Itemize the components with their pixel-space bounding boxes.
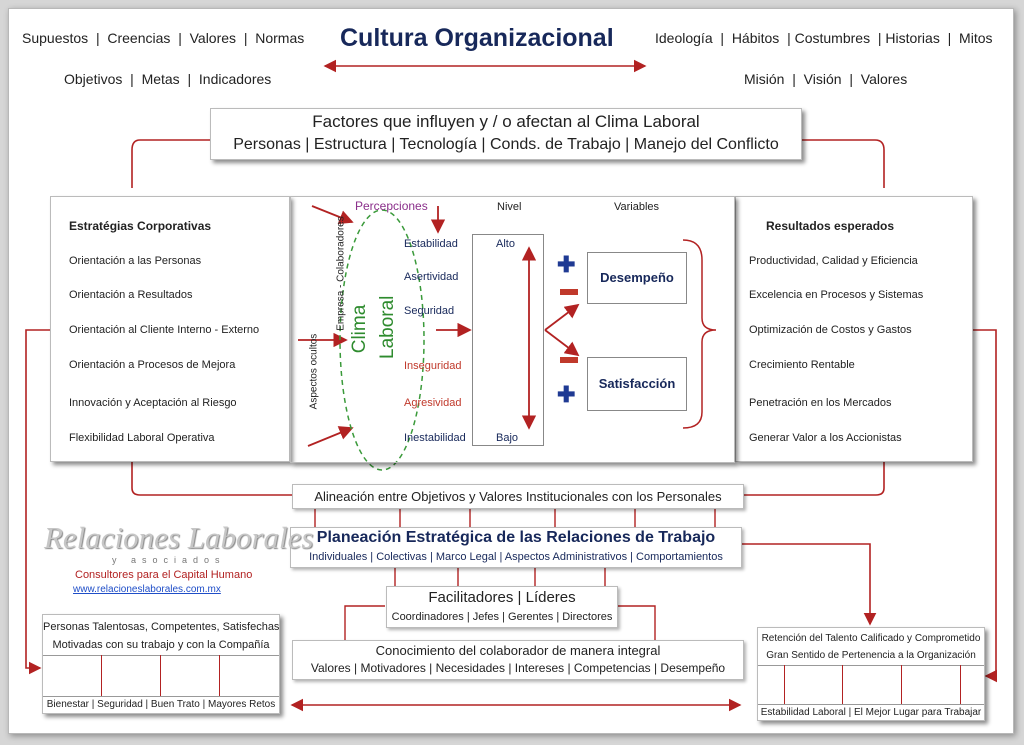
supuestos-label: Supuestos (22, 30, 89, 46)
factores-title: Factores que influyen y / o afectan al Clima Laboral (312, 112, 700, 131)
retencion-box (757, 627, 985, 721)
historias-label: Historias (885, 30, 940, 46)
inestabilidad-label: Inestabilidad (404, 432, 466, 444)
nivel-scale-box (472, 234, 544, 446)
separator: | (720, 30, 725, 46)
factores-box (210, 108, 802, 160)
separator: | (787, 30, 791, 46)
estrategias-box (50, 196, 290, 462)
resultado-item: Crecimiento Rentable (749, 359, 855, 371)
plus-icon: ✚ (557, 382, 576, 407)
minus-icon (560, 357, 578, 363)
nivel-label: Nivel (497, 201, 522, 213)
divider (758, 665, 984, 666)
alineacion-box (292, 484, 744, 509)
desempeno-label: Desempeño (600, 270, 674, 285)
indicadores-label: Indicadores (198, 71, 272, 87)
page-title: Cultura Organizacional (340, 24, 614, 52)
logo-tagline: Consultores para el Capital Humano (75, 569, 253, 581)
top-left-row1 (22, 30, 304, 46)
logo-name: Relaciones Laborales (44, 520, 314, 555)
resultado-item: Excelencia en Procesos y Sistemas (749, 289, 924, 301)
retencion-line2: Gran Sentido de Pertenencia a la Organización (766, 650, 976, 661)
costumbres-label: Costumbres (794, 30, 871, 46)
bajo-label: Bajo (496, 432, 519, 444)
normas-label: Normas (255, 30, 305, 46)
conocimiento-items: Valores | Motivadores | Necesidades | Intereses | Competencias | Desempeño (310, 661, 726, 675)
seguridad-label: Seguridad (404, 305, 455, 317)
satisfaccion-box (587, 357, 687, 411)
divider (758, 704, 984, 705)
personas-line1: Personas Talentosas, Competentes, Satisfechas (43, 621, 280, 633)
planeacion-title: Planeación Estratégica de las Relaciones de Trabajo (316, 529, 716, 546)
alto-label: Alto (496, 238, 515, 250)
separator: | (792, 71, 796, 87)
divider (101, 655, 102, 696)
desempeno-box (587, 252, 687, 304)
separator: | (849, 71, 853, 87)
estabilidad-label: Estabilidad (404, 238, 458, 250)
satisfaccion-label: Satisfacción (598, 376, 676, 391)
resultado-item: Optimización de Costos y Gastos (749, 324, 912, 336)
resultado-item: Generar Valor a los Accionistas (749, 432, 902, 444)
separator: | (130, 71, 134, 87)
valores-label: Valores (189, 30, 237, 46)
divider (160, 655, 161, 696)
top-right-row1 (655, 30, 993, 46)
estrategia-item: Flexibilidad Laboral Operativa (69, 432, 215, 444)
divider (219, 655, 220, 696)
variables-label: Variables (614, 201, 660, 213)
aspectos-ocultos-label: Aspectos ocultos (308, 333, 320, 410)
personas-line2: Motivadas con su trabajo y con la Compañía (52, 639, 270, 651)
resultado-item: Penetración en los Mercados (749, 397, 892, 409)
agresividad-label: Agresividad (404, 397, 462, 409)
personas-items: Bienestar | Seguridad | Buen Trato | Mayores Retos (46, 699, 276, 710)
resultados-box (735, 196, 973, 462)
valores-right-label: Valores (860, 71, 908, 87)
estrategia-item: Orientación a las Personas (69, 255, 202, 267)
planeacion-items: Individuales | Colectivas | Marco Legal | Aspectos Administrativos | Comportamientos (309, 551, 723, 563)
conocimiento-box (292, 640, 744, 680)
facilitadores-items: Coordinadores | Jefes | Gerentes | Directores (391, 611, 613, 623)
inseguridad-label: Inseguridad (404, 360, 462, 372)
divider (43, 696, 279, 697)
resultado-item: Productividad, Calidad y Eficiencia (749, 255, 918, 267)
separator: | (178, 30, 182, 46)
asertividad-label: Asertividad (404, 271, 459, 283)
estrategias-title: Estratégias Corporativas (69, 219, 212, 233)
metas-label: Metas (141, 71, 180, 87)
mitos-label: Mitos (959, 30, 993, 46)
retencion-line1: Retención del Talento Calificado y Comprometido (761, 633, 981, 644)
logo-sub: y asociados (112, 555, 226, 565)
top-right-row2 (744, 71, 907, 87)
creencias-label: Creencias (107, 30, 171, 46)
factores-items: Personas | Estructura | Tecnología | Conds. de Trabajo | Manejo del Conflicto (233, 136, 779, 153)
facilitadores-title: Facilitadores | Líderes (428, 589, 576, 606)
divider (901, 665, 902, 704)
separator: | (947, 30, 952, 46)
separator: | (243, 30, 248, 46)
logo-url-link[interactable]: www.relacioneslaborales.com.mx (73, 584, 221, 595)
divider (784, 665, 785, 704)
separator: | (877, 30, 882, 46)
separator: | (187, 71, 192, 87)
ideologia-label: Ideología (655, 30, 713, 46)
estrategia-item: Innovación y Aceptación al Riesgo (69, 397, 237, 409)
conocimiento-title: Conocimiento del colaborador de manera integral (375, 643, 661, 658)
percepciones-label: Percepciones (355, 199, 428, 213)
plus-icon: ✚ (557, 252, 576, 277)
divider (960, 665, 961, 704)
top-left-row2 (64, 71, 271, 87)
minus-icon (560, 289, 578, 295)
personas-box (42, 614, 280, 714)
vision-label: Visión (803, 71, 842, 87)
habitos-label: Hábitos (731, 30, 780, 46)
resultados-title: Resultados esperados (766, 219, 895, 233)
retencion-items: Estabilidad Laboral | El Mejor Lugar para Trabajar (760, 707, 982, 718)
alineacion-text: Alineación entre Objetivos y Valores Institucionales con los Personales (314, 489, 722, 504)
clima-word: Clima (349, 304, 370, 354)
objetivos-label: Objetivos (64, 71, 123, 87)
empresa-colaboradores-label: Empresa - Colaboradores (335, 216, 347, 331)
divider (43, 655, 279, 656)
laboral-word: Laboral (377, 295, 398, 359)
estrategia-item: Orientación al Cliente Interno - Externo (69, 324, 260, 336)
divider (842, 665, 843, 704)
estrategia-item: Orientación a Procesos de Mejora (69, 359, 236, 371)
estrategia-item: Orientación a Resultados (69, 289, 193, 301)
facilitadores-box (386, 586, 618, 628)
mision-label: Misión (744, 71, 785, 87)
separator: | (95, 30, 100, 46)
planeacion-box (290, 527, 742, 568)
